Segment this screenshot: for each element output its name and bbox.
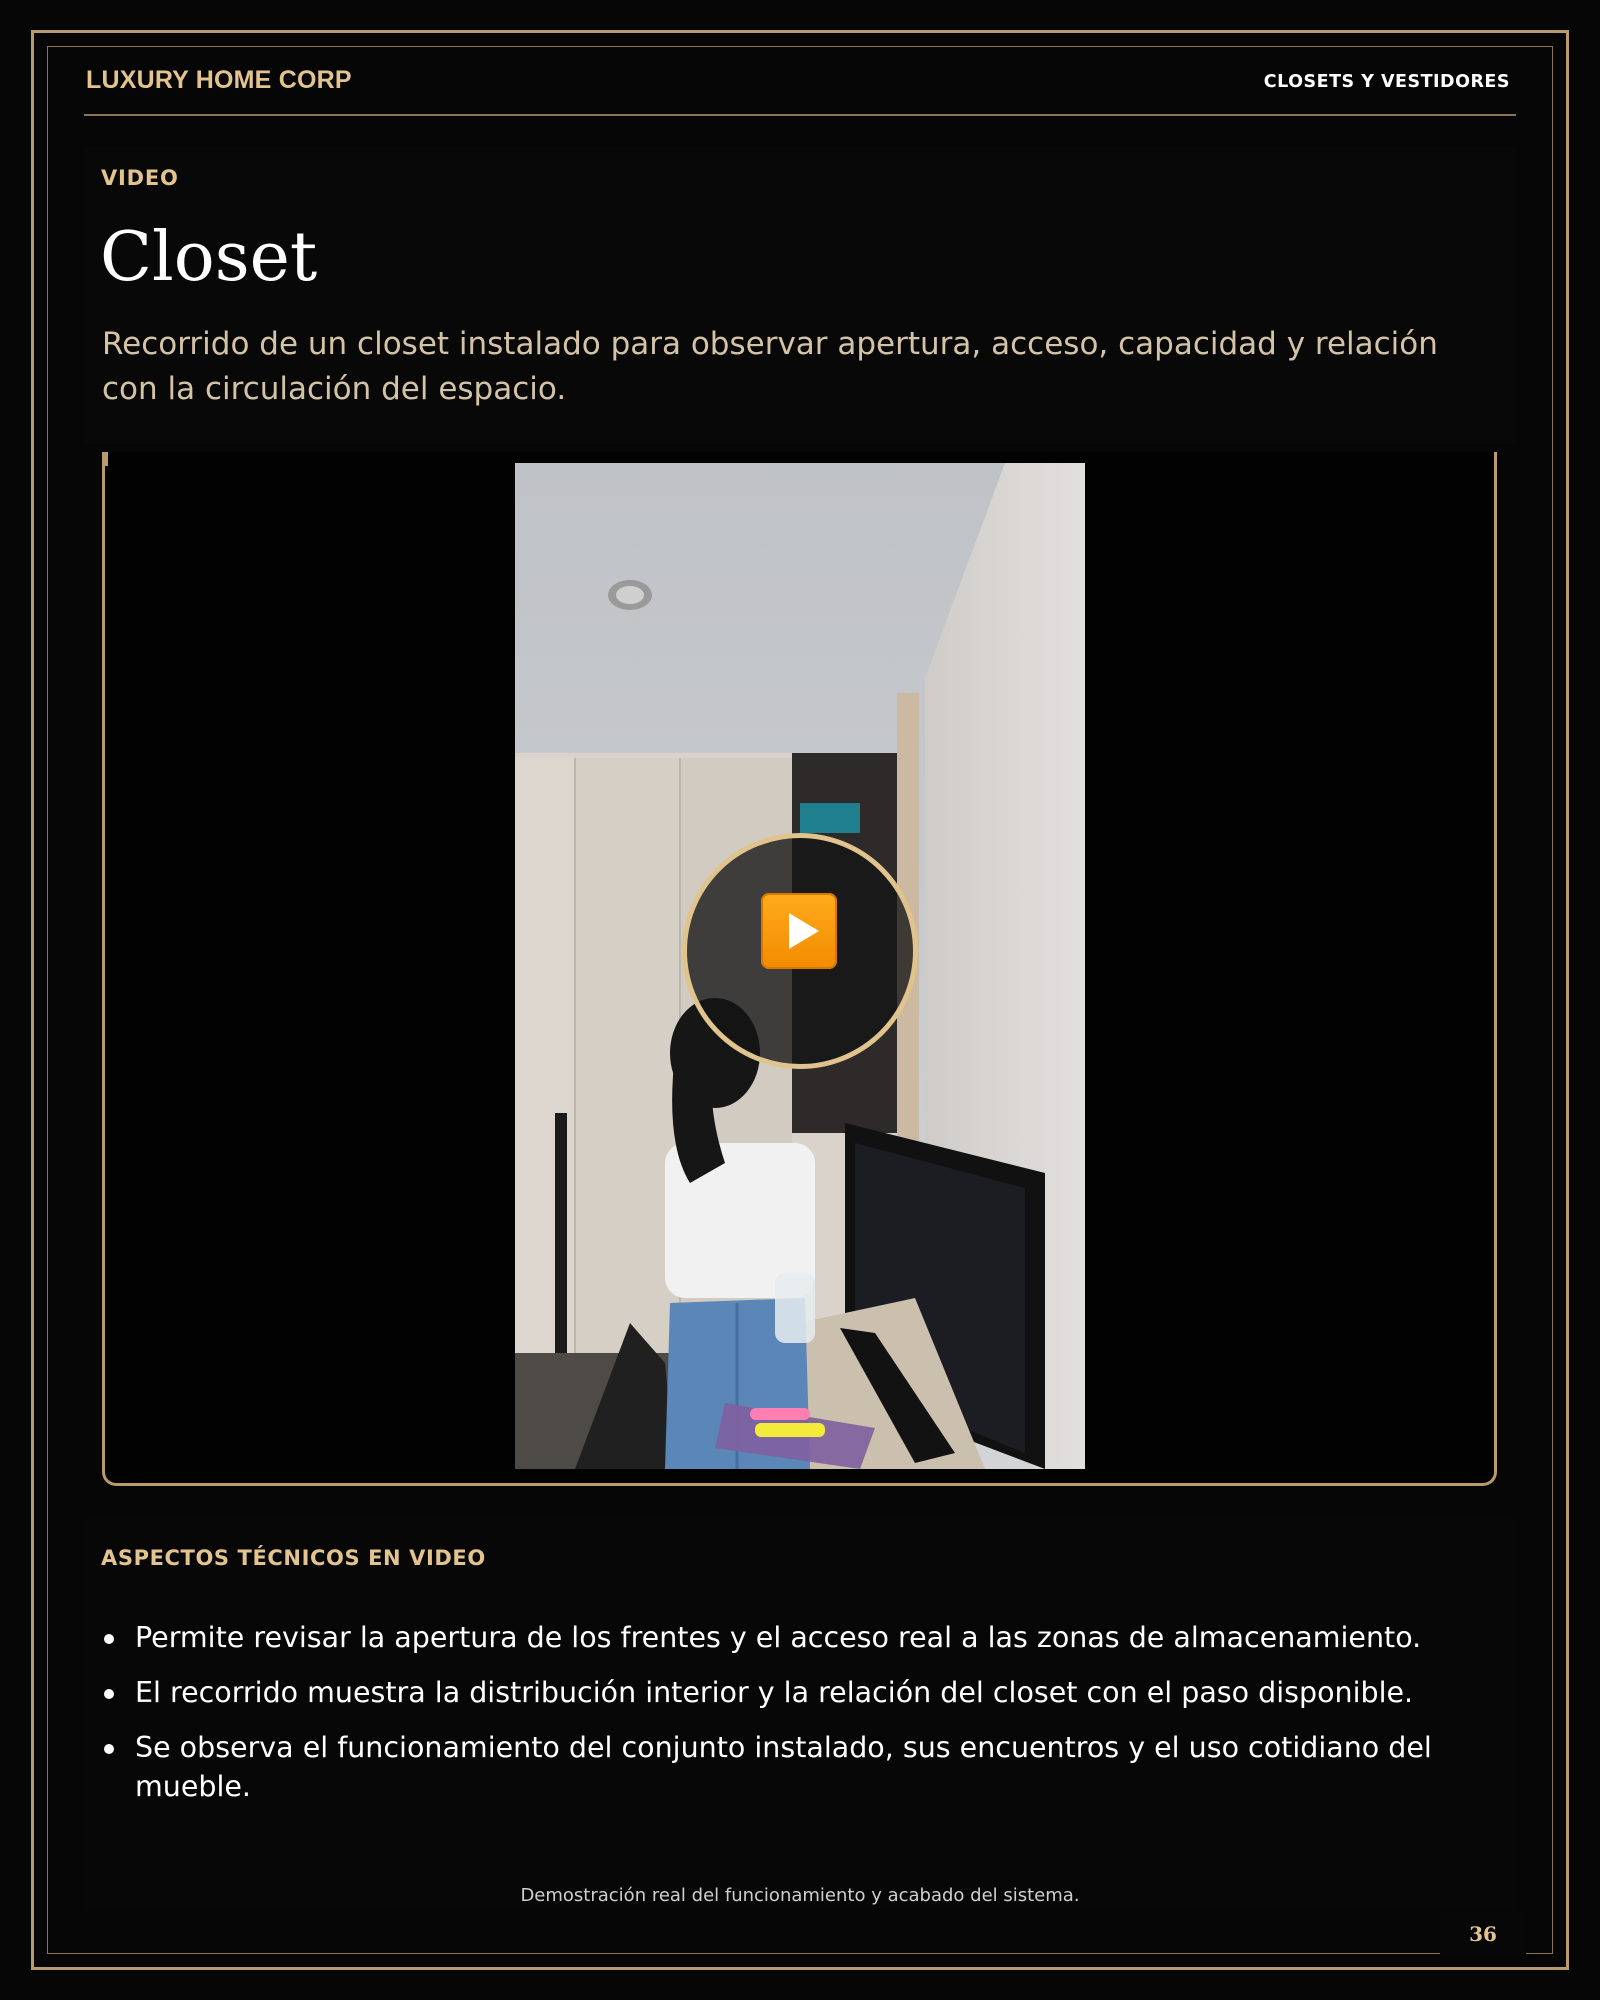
section-kicker: VIDEO [101, 166, 179, 190]
page-lede: Recorrido de un closet instalado para observar apertura, acceso, capacidad y relación con la circulación del espacio. [102, 326, 1438, 407]
brand-name: LUXURY HOME CORP [86, 66, 352, 94]
section-title: CLOSETS Y VESTIDORES [1263, 72, 1510, 92]
play-icon[interactable] [761, 893, 837, 969]
technical-heading: ASPECTOS TÉCNICOS EN VIDEO [101, 1546, 486, 1570]
list-item: Se observa el funcionamiento del conjunto instalado, sus encuentros y el uso cotidiano del mueble. [101, 1728, 1501, 1806]
page-title: Closet [100, 218, 318, 297]
page-number: 36 [1469, 1922, 1497, 1946]
page-header [84, 48, 1516, 116]
list-item: El recorrido muestra la distribución interior y la relación del closet con el paso disponible. [101, 1673, 1501, 1712]
technical-list [101, 1618, 1501, 1822]
list-item: Permite revisar la apertura de los frentes y el acceso real a las zonas de almacenamiento. [101, 1618, 1501, 1657]
footer-note: Demostración real del funcionamiento y acabado del sistema. [520, 1885, 1080, 1906]
